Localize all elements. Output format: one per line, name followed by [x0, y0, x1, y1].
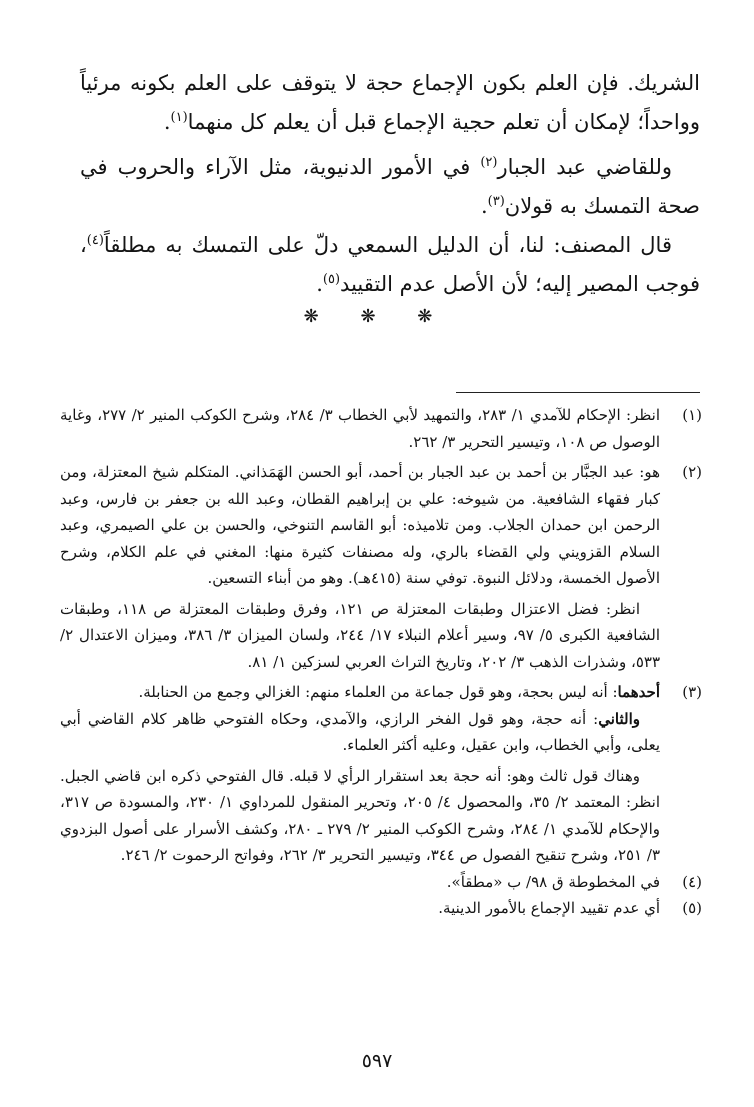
footnote-2	[60, 459, 702, 592]
footnote-3-second-opinion	[60, 706, 702, 759]
opinion-label-first: أحدهما	[617, 683, 660, 701]
footnote-ref-1[interactable]: (١)	[170, 110, 188, 125]
main-paragraph-1	[80, 64, 700, 142]
footnote-text: : أنه ليس بحجة، وهو قول جماعة من العلماء منهم: الغزالي وجمع من الحنابلة.	[138, 683, 618, 701]
footnote-number: (٢)	[682, 463, 702, 481]
footnote-text: أي عدم تقييد الإجماع بالأمور الدينية.	[438, 899, 660, 917]
footnote-ref-4[interactable]: (٤)	[86, 233, 104, 248]
footnote-text: : أنه حجة، وهو قول الفخر الرازي، والآمدي، وحكاه الفتوحي ظاهر كلام القاضي أبي يعلى، وأبي الخطاب، وابن عقيل، وعليه أكثر العلماء.	[60, 709, 660, 754]
footnote-text: في المخطوطة ق ٩٨/ ب «مطقاً».	[446, 872, 660, 891]
paragraph-text: في الأمور الدنيوية، مثل الآراء والحروب في صحة التمسك به قولان	[80, 155, 700, 218]
footnote-4	[60, 869, 702, 896]
footnote-number: (٥)	[682, 899, 702, 917]
footnote-number: (٣)	[682, 683, 702, 701]
footnote-2-sources: انظر: فضل الاعتزال وطبقات المعتزلة ص ١٢١، وفرق وطبقات المعتزلة ص ١١٨، وطبقات الشافعية الكبرى ٥/ ٩٧، وسير أعلام النبلاء ١٧/ ٢٤٤، ولسان الميزان ٣/ ٣٨٦، وميزان الاعتدال ٢/ ٥٣٣، وشذرات الذهب ٣/ ٢٠٢، وتاريخ التراث العربي لسزكين ١/ ٨١.	[60, 599, 660, 671]
paragraph-end: .	[163, 110, 171, 134]
footnote-number: (٤)	[682, 872, 702, 891]
paragraph-end: .	[480, 194, 488, 218]
footnote-ref-2[interactable]: (٢)	[480, 155, 498, 170]
footnote-ref-3[interactable]: (٣)	[487, 194, 505, 209]
section-divider-stars: ❋ ❋ ❋	[303, 306, 451, 327]
main-paragraph-3	[80, 226, 700, 304]
opinion-label-second: والثاني	[598, 709, 640, 728]
footnote-3	[60, 679, 702, 706]
footnote-number: (١)	[682, 406, 702, 424]
footnote-5	[60, 895, 702, 922]
footnote-3-third-opinion: وهناك قول ثالث وهو: أنه حجة بعد استقرار الرأي لا قبله. قال الفتوحي ذكره ابن قاضي الجبل. انظر: المعتمد ٢/ ٣٥، والمحصول ٤/ ٢٠٥، وتحرير المنقول للمرداوي ١/ ٢٣٠، والمسودة ص ٣١٧، والإحكام للآمدي ١/ ٢٨٤، وشرح الكوكب المنير ٢/ ٢٧٩ ـ ٢٨٠، وكشف الأسرار على أصول البزدوي ٣/ ٢٥١، وشرح تنقيح الفصول ص ٣٤٤، وتيسير التحرير ٣/ ٢٦٢، وفواتح الرحموت ٢/ ٢٤٦.	[60, 766, 660, 864]
paragraph-text: الشريك. فإن العلم بكون الإجماع حجة لا يتوقف على العلم بكونه مرئياً وواحداً؛ لإمكان أن تعلم حجية الإجماع قبل أن يعلم كل منهما	[80, 71, 700, 134]
page-number: ٥٩٧	[361, 1050, 393, 1072]
footnotes-section	[60, 402, 702, 922]
paragraph-end: .	[316, 272, 323, 296]
footnote-text: هو: عبد الجبَّار بن أحمد بن عبد الجبار بن أحمد، أبو الحسن الهَمَذاني. المتكلم شيخ المعتزلة، ومن كبار فقهاء الشافعية. من شيوخه: علي بن إبراهيم القطان، وعبد الله بن جعفر بن فارس، وعبد الرحمن ابن حمدان الجلاب. ومن تلاميذه: أبو القاسم التنوخي، والحسن بن علي الصيمري، وعبد السلام القزويني ولي القضاء بالري، وله مصنفات كثيرة منها: المغني في علم الكلام، وشرح الأصول الخمسة، ودلائل النبوة. توفي سنة (٤١٥هـ). وهو من أبناء التسعين.	[60, 463, 660, 587]
paragraph-text: ، فوجب المصير إليه؛ لأن الأصل عدم التقييد	[80, 233, 700, 296]
paragraph-text: قال المصنف: لنا، أن الدليل السمعي دلّ على التمسك به مطلقاً	[103, 233, 672, 257]
footnote-separator-line	[456, 392, 700, 393]
footnote-ref-5[interactable]: (٥)	[322, 272, 341, 287]
paragraph-text: وللقاضي عبد الجبار	[497, 155, 672, 179]
footnote-1	[60, 402, 702, 455]
main-paragraph-2	[80, 148, 700, 226]
footnote-text: انظر: الإحكام للآمدي ١/ ٢٨٣، والتمهيد لأبي الخطاب ٣/ ٢٨٤، وشرح الكوكب المنير ٢/ ٢٧٧، وغاية الوصول ص ١٠٨، وتيسير التحرير ٣/ ٢٦٢.	[60, 406, 661, 451]
